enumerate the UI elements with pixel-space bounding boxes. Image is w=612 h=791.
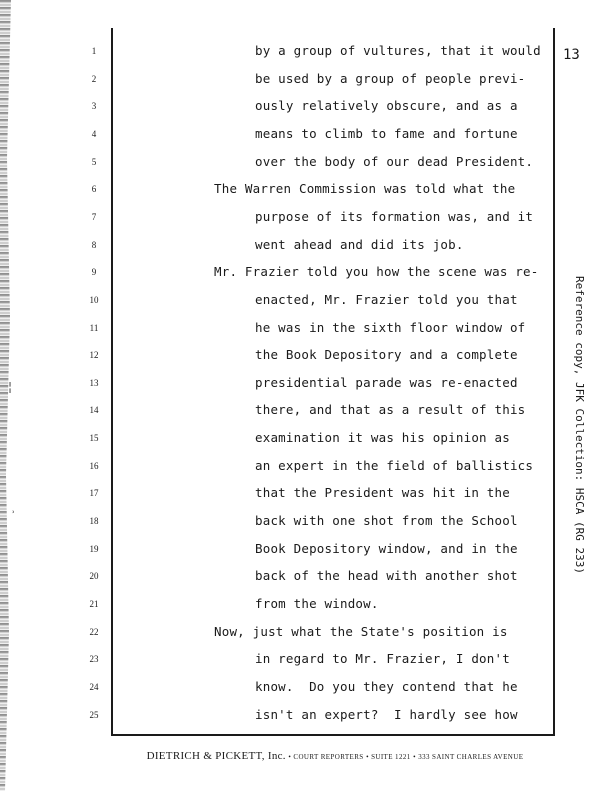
footer-separator: • bbox=[288, 753, 292, 761]
line-number: 10 bbox=[89, 294, 99, 305]
footer-suite: SUITE 1221 bbox=[371, 753, 411, 761]
transcript-line: isn't an expert? I hardly see how bbox=[255, 706, 518, 722]
line-number: 20 bbox=[89, 571, 99, 582]
transcript-line: over the body of our dead President. bbox=[255, 153, 534, 169]
footer-address: 333 SAINT CHARLES AVENUE bbox=[418, 753, 524, 761]
footer bbox=[105, 750, 565, 762]
page-number: 13 bbox=[563, 47, 580, 63]
line-number: 16 bbox=[89, 460, 99, 471]
transcript-line: he was in the sixth floor window of bbox=[255, 319, 526, 335]
transcript-line: from the window. bbox=[255, 596, 379, 611]
line-number: 17 bbox=[89, 488, 99, 499]
transcript-line: there, and that as a result of this bbox=[255, 402, 526, 418]
line-number: 11 bbox=[89, 322, 99, 333]
transcript-line: The Warren Commission was told what the bbox=[214, 181, 516, 197]
transcript-line: be used by a group of people previ- bbox=[255, 70, 526, 86]
transcript-line: that the President was hit in the bbox=[255, 485, 510, 501]
line-number: 7 bbox=[91, 211, 97, 222]
line-number: 14 bbox=[89, 405, 99, 416]
transcript-line: went ahead and did its job. bbox=[255, 236, 464, 252]
transcript-line: Now, just what the State's position is bbox=[214, 623, 508, 639]
transcript-line: back of the head with another shot bbox=[255, 568, 518, 584]
transcript-line: the Book Depository and a complete bbox=[255, 347, 518, 363]
margin-mark: ʾ bbox=[12, 510, 16, 521]
transcript-line: back with one shot from the School bbox=[255, 513, 518, 529]
line-number: 9 bbox=[91, 267, 97, 278]
line-number: 2 bbox=[91, 73, 97, 84]
line-number: 4 bbox=[91, 128, 97, 139]
line-number: 5 bbox=[91, 156, 97, 167]
transcript-line: purpose of its formation was, and it bbox=[255, 208, 534, 224]
transcript-line: by a group of vultures, that it would bbox=[255, 43, 541, 58]
margin-mark: ¦ bbox=[8, 380, 13, 394]
line-number: 12 bbox=[89, 350, 99, 361]
transcript-line: examination it was his opinion as bbox=[255, 430, 510, 446]
transcript-line: enacted, Mr. Frazier told you that bbox=[255, 291, 518, 307]
transcript-line: an expert in the field of ballistics bbox=[255, 457, 534, 473]
line-number: 18 bbox=[89, 516, 99, 527]
transcript-line: means to climb to fame and fortune bbox=[255, 125, 518, 141]
transcript-line: Mr. Frazier told you how the scene was re- bbox=[214, 264, 539, 280]
footer-firm: DIETRICH & PICKETT, Inc. bbox=[146, 750, 286, 762]
transcript-line: in regard to Mr. Frazier, I don't bbox=[255, 651, 510, 667]
archive-stamp-text: Reference copy, JFK Collection: HSCA (RG 233) bbox=[573, 276, 586, 575]
line-number: 25 bbox=[89, 709, 99, 720]
footer-court-reporters: COURT REPORTERS bbox=[293, 753, 364, 761]
archive-stamp bbox=[568, 276, 590, 606]
line-number: 23 bbox=[89, 654, 99, 665]
transcript-line: Book Depository window, and in the bbox=[255, 540, 518, 556]
transcript-line: ously relatively obscure, and as a bbox=[255, 98, 518, 114]
line-number: 21 bbox=[89, 599, 99, 609]
line-number: 24 bbox=[89, 681, 99, 692]
line-number: 8 bbox=[91, 239, 97, 250]
transcript-line: presidential parade was re-enacted bbox=[255, 374, 518, 390]
line-number: 1 bbox=[91, 46, 97, 56]
footer-separator: • bbox=[413, 753, 417, 761]
line-number: 13 bbox=[89, 377, 99, 388]
line-number: 3 bbox=[91, 101, 97, 112]
footer-separator: • bbox=[366, 753, 369, 761]
line-number: 19 bbox=[89, 543, 99, 554]
line-number: 6 bbox=[91, 184, 97, 195]
binding-edge bbox=[0, 0, 20, 791]
transcript-line: know. Do you they contend that he bbox=[255, 678, 518, 694]
line-number: 15 bbox=[89, 433, 99, 444]
line-number: 22 bbox=[89, 626, 99, 637]
